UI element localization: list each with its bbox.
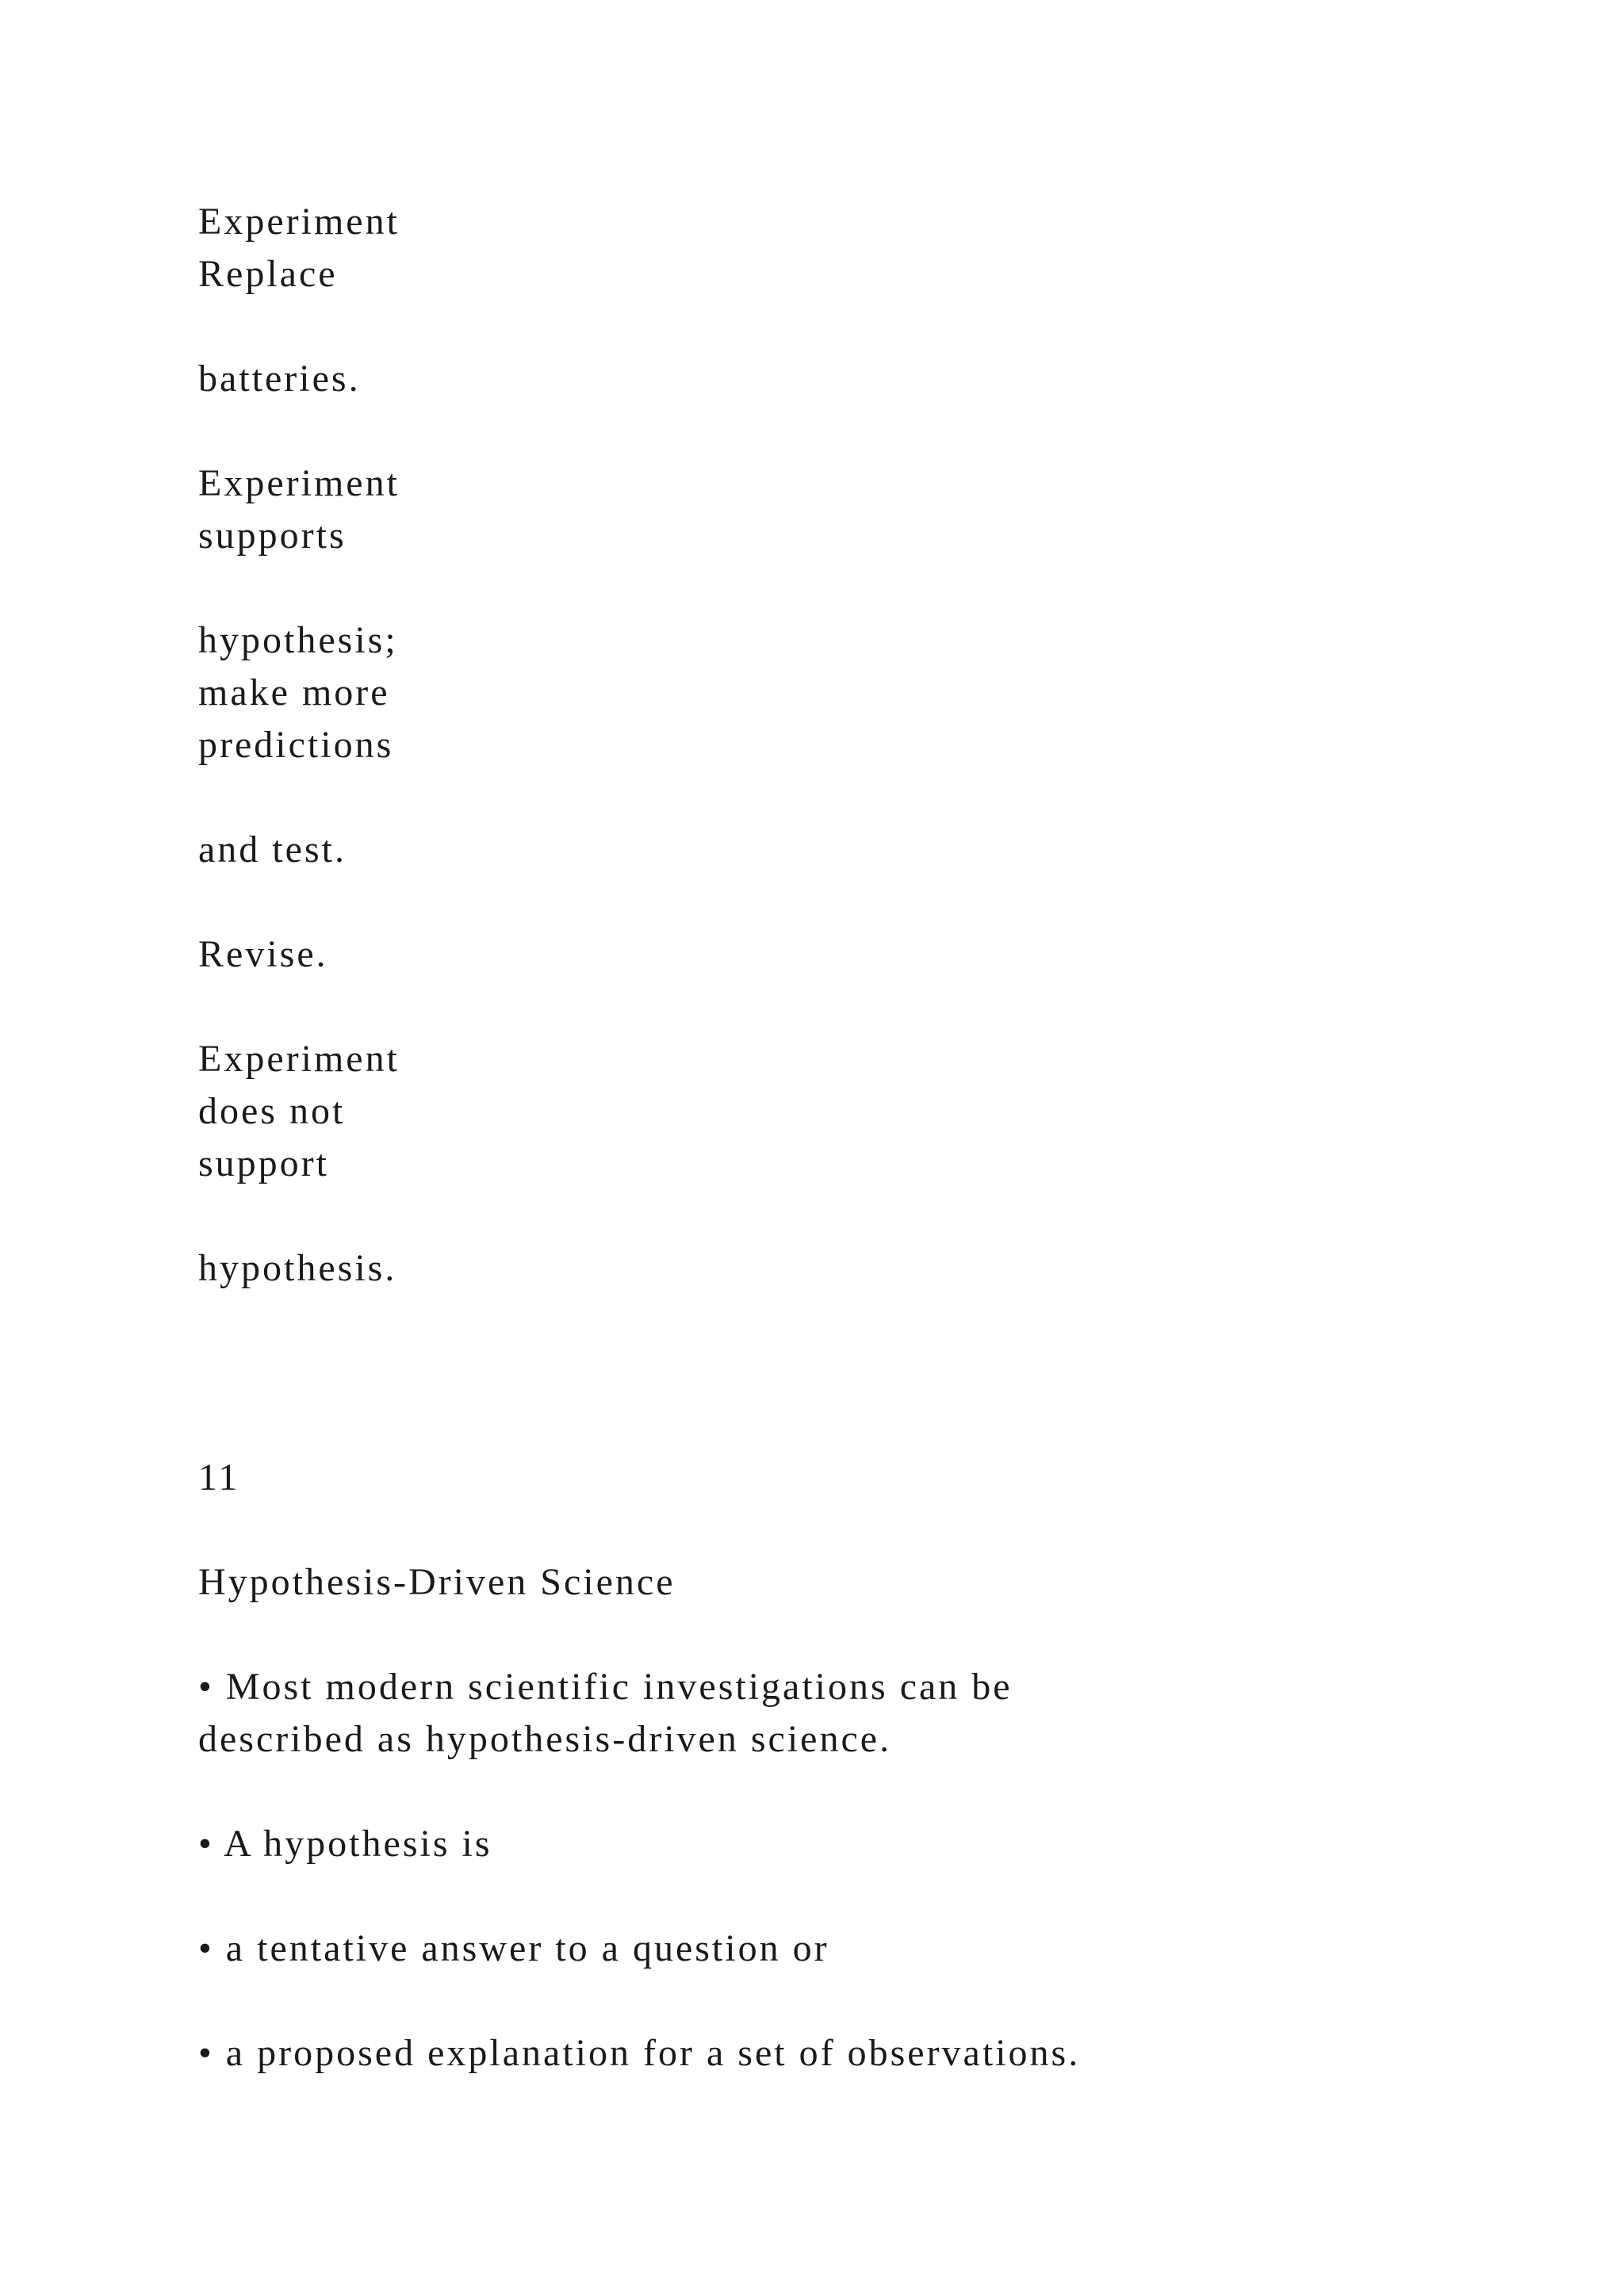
text-line: supports bbox=[198, 515, 347, 557]
text-line: support bbox=[198, 1142, 329, 1184]
text-line: hypothesis; bbox=[198, 619, 398, 661]
bullet-item-continuation: described as hypothesis-driven science. bbox=[198, 1718, 892, 1760]
text-line: predictions bbox=[198, 724, 394, 766]
text-line: Experiment bbox=[198, 201, 400, 243]
text-line: batteries. bbox=[198, 358, 361, 400]
text-line: Experiment bbox=[198, 1038, 400, 1080]
text-line: hypothesis. bbox=[198, 1247, 397, 1289]
text-line: Replace bbox=[198, 253, 338, 295]
slide-title: Hypothesis-Driven Science bbox=[198, 1561, 676, 1603]
sub-bullet-item: • a tentative answer to a question or bbox=[198, 1927, 829, 1969]
text-line: and test. bbox=[198, 828, 347, 871]
text-line: Experiment bbox=[198, 462, 400, 504]
text-line: Revise. bbox=[198, 933, 328, 975]
bullet-item: • A hypothesis is bbox=[198, 1823, 492, 1865]
slide-number: 11 bbox=[198, 1456, 240, 1498]
bullet-item: • Most modern scientific investigations can be bbox=[198, 1666, 1013, 1708]
text-line: does not bbox=[198, 1090, 346, 1132]
text-line: make more bbox=[198, 672, 390, 714]
sub-bullet-item: • a proposed explanation for a set of observations. bbox=[198, 2032, 1081, 2074]
